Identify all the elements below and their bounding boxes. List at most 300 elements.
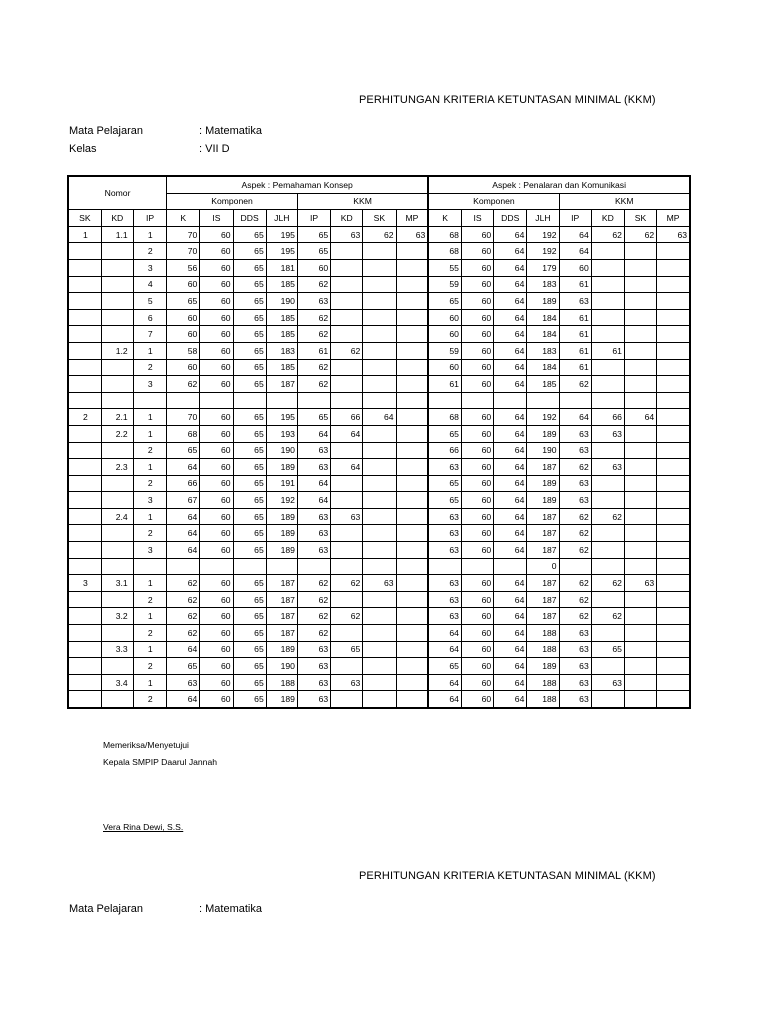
table-cell	[657, 326, 690, 343]
table-cell	[363, 525, 396, 542]
table-cell: 62	[297, 575, 330, 592]
table-cell: 1	[133, 508, 166, 525]
table-cell	[396, 608, 428, 625]
table-cell: 2	[133, 525, 166, 542]
table-cell: 66	[331, 409, 363, 426]
table-cell	[591, 591, 624, 608]
table-cell	[657, 492, 690, 509]
table-cell	[591, 625, 624, 642]
table-cell: 63	[559, 641, 591, 658]
table-cell: 64	[494, 442, 527, 459]
table-cell: 65	[428, 425, 461, 442]
table-cell: 1	[133, 226, 166, 243]
table-row	[68, 575, 690, 592]
table-cell: 64	[428, 691, 461, 708]
table-cell: 64	[494, 658, 527, 675]
table-cell: 195	[266, 409, 297, 426]
table-cell: 3.2	[101, 608, 133, 625]
table-cell: 189	[266, 459, 297, 476]
table-cell: 185	[527, 376, 559, 393]
table-cell: 63	[363, 575, 396, 592]
table-cell: 63	[331, 508, 363, 525]
page-title: PERHITUNGAN KRITERIA KETUNTASAN MINIMAL (KKM)	[359, 94, 656, 106]
table-cell: 60	[297, 259, 330, 276]
table-cell	[396, 525, 428, 542]
table-cell	[68, 608, 101, 625]
table-cell	[68, 309, 101, 326]
table-cell: 187	[527, 459, 559, 476]
table-row	[68, 525, 690, 542]
table-row	[68, 442, 690, 459]
table-cell: 60	[200, 658, 233, 675]
table-cell	[657, 376, 690, 393]
table-cell	[624, 608, 656, 625]
column-header: KD	[101, 210, 133, 227]
header-komponen-1: Komponen	[167, 193, 298, 210]
table-cell: 60	[461, 542, 493, 559]
table-cell	[68, 293, 101, 310]
table-cell: 60	[200, 409, 233, 426]
table-cell	[657, 641, 690, 658]
table-cell: 65	[233, 658, 266, 675]
table-cell	[167, 392, 200, 409]
table-cell	[331, 359, 363, 376]
table-cell: 65	[233, 525, 266, 542]
table-cell: 63	[559, 425, 591, 442]
table-cell: 65	[233, 425, 266, 442]
column-header: IS	[461, 210, 493, 227]
table-cell	[396, 243, 428, 260]
header-aspect-1: Aspek : Pemahaman Konsep	[167, 176, 429, 193]
table-cell: 60	[167, 326, 200, 343]
table-cell	[363, 608, 396, 625]
table-cell	[591, 542, 624, 559]
table-cell	[101, 591, 133, 608]
table-cell: 65	[297, 409, 330, 426]
table-cell: 2	[133, 625, 166, 642]
table-cell: 63	[559, 674, 591, 691]
table-cell	[363, 658, 396, 675]
table-cell: 2	[133, 658, 166, 675]
table-cell	[657, 293, 690, 310]
table-cell: 2.3	[101, 459, 133, 476]
table-row	[68, 309, 690, 326]
table-cell: 2	[68, 409, 101, 426]
table-cell	[101, 276, 133, 293]
table-cell	[559, 558, 591, 575]
table-cell: 0	[527, 558, 559, 575]
table-cell: 63	[331, 226, 363, 243]
table-cell	[428, 392, 461, 409]
table-cell	[363, 342, 396, 359]
table-cell	[591, 376, 624, 393]
table-cell	[101, 309, 133, 326]
table-cell: 64	[494, 259, 527, 276]
table-cell	[331, 525, 363, 542]
table-cell	[527, 392, 559, 409]
table-cell: 62	[559, 608, 591, 625]
table-row	[68, 243, 690, 260]
table-cell: 60	[200, 641, 233, 658]
table-cell: 60	[200, 309, 233, 326]
table-cell: 1	[133, 575, 166, 592]
kkm-table	[67, 175, 691, 709]
table-cell: 64	[297, 492, 330, 509]
table-cell	[331, 691, 363, 708]
table-cell: 64	[167, 525, 200, 542]
table-cell: 60	[461, 309, 493, 326]
table-cell: 62	[297, 276, 330, 293]
table-cell	[68, 691, 101, 708]
table-cell: 61	[559, 276, 591, 293]
table-cell	[396, 342, 428, 359]
table-row	[68, 326, 690, 343]
table-cell: 1	[133, 608, 166, 625]
table-cell: 60	[200, 492, 233, 509]
class-value: : VII D	[199, 143, 230, 155]
column-header: IS	[200, 210, 233, 227]
table-cell: 65	[233, 625, 266, 642]
table-cell: 68	[428, 243, 461, 260]
table-row	[68, 508, 690, 525]
table-cell	[591, 276, 624, 293]
table-cell: 60	[461, 425, 493, 442]
table-cell: 2.4	[101, 508, 133, 525]
table-cell	[624, 625, 656, 642]
table-cell: 1	[68, 226, 101, 243]
table-cell	[363, 492, 396, 509]
table-cell: 64	[494, 425, 527, 442]
table-cell: 187	[266, 376, 297, 393]
table-cell	[68, 492, 101, 509]
table-cell: 64	[297, 475, 330, 492]
table-cell: 63	[591, 459, 624, 476]
table-row	[68, 542, 690, 559]
table-cell: 185	[266, 309, 297, 326]
table-cell	[624, 674, 656, 691]
table-cell: 184	[527, 326, 559, 343]
page2-title: PERHITUNGAN KRITERIA KETUNTASAN MINIMAL (KKM)	[359, 870, 656, 882]
table-cell: 2.1	[101, 409, 133, 426]
subject-label: Mata Pelajaran	[69, 125, 143, 137]
table-cell: 60	[461, 459, 493, 476]
table-cell: 61	[559, 359, 591, 376]
table-cell: 60	[461, 293, 493, 310]
table-cell: 60	[461, 674, 493, 691]
table-cell	[591, 392, 624, 409]
table-cell: 60	[200, 575, 233, 592]
approval-line: Memeriksa/Menyetujui	[103, 740, 189, 750]
table-cell: 64	[167, 691, 200, 708]
table-cell	[591, 558, 624, 575]
table-cell	[396, 459, 428, 476]
table-cell: 195	[266, 226, 297, 243]
table-cell	[624, 691, 656, 708]
table-cell: 2	[133, 475, 166, 492]
table-cell: 62	[363, 226, 396, 243]
table-cell	[101, 475, 133, 492]
table-cell	[101, 442, 133, 459]
table-cell: 63	[559, 475, 591, 492]
table-cell	[591, 658, 624, 675]
table-cell: 62	[559, 542, 591, 559]
table-cell: 64	[494, 226, 527, 243]
column-header: JLH	[266, 210, 297, 227]
table-cell	[363, 508, 396, 525]
table-cell: 60	[167, 276, 200, 293]
table-cell	[657, 691, 690, 708]
table-cell: 65	[428, 492, 461, 509]
table-cell	[331, 492, 363, 509]
table-cell	[200, 558, 233, 575]
table-cell: 185	[266, 326, 297, 343]
table-cell	[396, 641, 428, 658]
table-cell: 62	[331, 342, 363, 359]
header-nomor: Nomor	[68, 176, 167, 210]
table-cell: 60	[461, 226, 493, 243]
table-cell: 7	[133, 326, 166, 343]
table-cell: 64	[494, 625, 527, 642]
table-cell: 65	[233, 409, 266, 426]
table-cell: 63	[624, 575, 656, 592]
table-cell	[363, 359, 396, 376]
table-cell: 189	[527, 492, 559, 509]
table-cell	[331, 243, 363, 260]
table-cell	[624, 492, 656, 509]
table-cell: 188	[527, 674, 559, 691]
table-cell	[363, 276, 396, 293]
table-cell: 3	[133, 376, 166, 393]
table-cell: 64	[167, 459, 200, 476]
table-cell: 1	[133, 459, 166, 476]
table-cell: 187	[266, 608, 297, 625]
table-cell: 60	[461, 326, 493, 343]
table-row	[68, 591, 690, 608]
table-cell: 64	[494, 276, 527, 293]
table-cell: 65	[428, 475, 461, 492]
table-cell: 60	[461, 243, 493, 260]
table-cell: 189	[527, 658, 559, 675]
table-cell: 3.3	[101, 641, 133, 658]
table-cell	[133, 558, 166, 575]
table-cell: 192	[266, 492, 297, 509]
table-cell: 64	[494, 376, 527, 393]
table-cell	[331, 658, 363, 675]
table-row	[68, 226, 690, 243]
table-row	[68, 342, 690, 359]
table-cell	[396, 392, 428, 409]
table-cell: 64	[559, 243, 591, 260]
table-cell	[68, 276, 101, 293]
table-cell: 60	[200, 525, 233, 542]
table-cell: 63	[297, 293, 330, 310]
table-cell	[363, 558, 396, 575]
column-header: IP	[297, 210, 330, 227]
table-cell: 60	[200, 625, 233, 642]
header-komponen-2: Komponen	[428, 193, 559, 210]
table-cell: 1	[133, 674, 166, 691]
table-cell: 60	[461, 342, 493, 359]
table-cell: 63	[297, 459, 330, 476]
table-cell: 62	[167, 575, 200, 592]
table-cell: 1.1	[101, 226, 133, 243]
table-cell: 65	[233, 276, 266, 293]
table-cell	[233, 558, 266, 575]
table-cell	[396, 309, 428, 326]
table-cell: 61	[559, 309, 591, 326]
table-cell	[591, 525, 624, 542]
table-cell	[657, 508, 690, 525]
table-cell	[363, 691, 396, 708]
table-cell: 3.1	[101, 575, 133, 592]
table-cell: 60	[461, 508, 493, 525]
table-cell	[657, 425, 690, 442]
table-cell	[657, 542, 690, 559]
table-cell	[363, 425, 396, 442]
table-cell: 62	[591, 508, 624, 525]
table-cell	[101, 625, 133, 642]
table-cell: 68	[428, 409, 461, 426]
column-header: MP	[657, 210, 690, 227]
table-cell: 1	[133, 409, 166, 426]
column-header: K	[167, 210, 200, 227]
table-cell: 63	[428, 459, 461, 476]
table-cell: 65	[233, 492, 266, 509]
table-cell: 63	[428, 591, 461, 608]
table-cell: 63	[297, 442, 330, 459]
table-cell: 64	[428, 641, 461, 658]
table-cell: 67	[167, 492, 200, 509]
table-cell: 187	[527, 608, 559, 625]
table-cell	[396, 591, 428, 608]
table-cell	[657, 658, 690, 675]
table-cell	[657, 259, 690, 276]
table-cell	[233, 392, 266, 409]
table-cell: 60	[167, 309, 200, 326]
table-cell: 63	[428, 575, 461, 592]
table-cell: 65	[297, 243, 330, 260]
table-cell	[331, 591, 363, 608]
table-cell: 1.2	[101, 342, 133, 359]
table-cell	[331, 542, 363, 559]
table-cell: 64	[494, 542, 527, 559]
table-cell	[167, 558, 200, 575]
table-cell: 65	[233, 674, 266, 691]
column-header: IP	[133, 210, 166, 227]
table-cell: 62	[591, 226, 624, 243]
table-cell: 60	[200, 591, 233, 608]
table-cell	[624, 641, 656, 658]
table-cell: 65	[233, 691, 266, 708]
header-kkm-1: KKM	[297, 193, 428, 210]
table-cell: 60	[461, 359, 493, 376]
table-cell	[396, 625, 428, 642]
table-cell: 63	[297, 525, 330, 542]
table-cell: 59	[428, 342, 461, 359]
table-cell	[363, 591, 396, 608]
table-cell	[363, 542, 396, 559]
table-cell: 64	[494, 691, 527, 708]
table-cell: 65	[233, 459, 266, 476]
table-cell: 2	[133, 691, 166, 708]
table-cell	[297, 558, 330, 575]
table-cell: 185	[266, 276, 297, 293]
table-cell	[363, 243, 396, 260]
table-cell: 1	[133, 641, 166, 658]
table-cell	[591, 309, 624, 326]
table-cell	[101, 259, 133, 276]
table-cell	[101, 558, 133, 575]
table-cell: 190	[266, 658, 297, 675]
table-cell	[396, 442, 428, 459]
table-row	[68, 625, 690, 642]
table-cell: 192	[527, 409, 559, 426]
table-cell: 190	[527, 442, 559, 459]
table-cell: 65	[331, 641, 363, 658]
table-cell: 64	[559, 226, 591, 243]
table-cell: 64	[167, 641, 200, 658]
table-cell: 60	[461, 591, 493, 608]
table-cell: 64	[331, 459, 363, 476]
table-cell: 183	[266, 342, 297, 359]
table-cell: 62	[167, 625, 200, 642]
table-cell: 189	[266, 542, 297, 559]
table-cell: 60	[200, 226, 233, 243]
table-cell: 63	[297, 641, 330, 658]
table-cell: 64	[494, 641, 527, 658]
table-cell: 63	[428, 608, 461, 625]
table-cell	[331, 376, 363, 393]
table-cell	[624, 508, 656, 525]
table-cell	[363, 475, 396, 492]
column-header: SK	[624, 210, 656, 227]
table-cell: 60	[461, 276, 493, 293]
table-cell: 65	[233, 608, 266, 625]
table-row	[68, 691, 690, 708]
table-cell	[68, 376, 101, 393]
table-cell	[657, 359, 690, 376]
table-cell: 3	[133, 542, 166, 559]
table-cell: 60	[461, 376, 493, 393]
column-header: DDS	[233, 210, 266, 227]
table-cell: 61	[559, 326, 591, 343]
table-cell: 60	[200, 691, 233, 708]
table-cell: 187	[527, 542, 559, 559]
table-cell: 192	[527, 243, 559, 260]
table-cell: 62	[167, 376, 200, 393]
table-cell	[363, 641, 396, 658]
table-cell: 62	[167, 591, 200, 608]
table-cell	[591, 293, 624, 310]
table-cell	[657, 591, 690, 608]
table-cell: 64	[428, 674, 461, 691]
table-cell: 64	[624, 409, 656, 426]
table-cell: 3	[133, 492, 166, 509]
table-cell	[68, 442, 101, 459]
table-cell	[624, 326, 656, 343]
table-cell: 60	[200, 608, 233, 625]
table-cell	[101, 293, 133, 310]
table-cell: 60	[461, 608, 493, 625]
table-cell: 58	[167, 342, 200, 359]
table-cell: 189	[527, 425, 559, 442]
column-header: KD	[331, 210, 363, 227]
table-cell: 64	[494, 326, 527, 343]
table-cell: 60	[461, 259, 493, 276]
table-cell: 64	[494, 243, 527, 260]
table-cell	[101, 691, 133, 708]
table-cell: 60	[461, 641, 493, 658]
